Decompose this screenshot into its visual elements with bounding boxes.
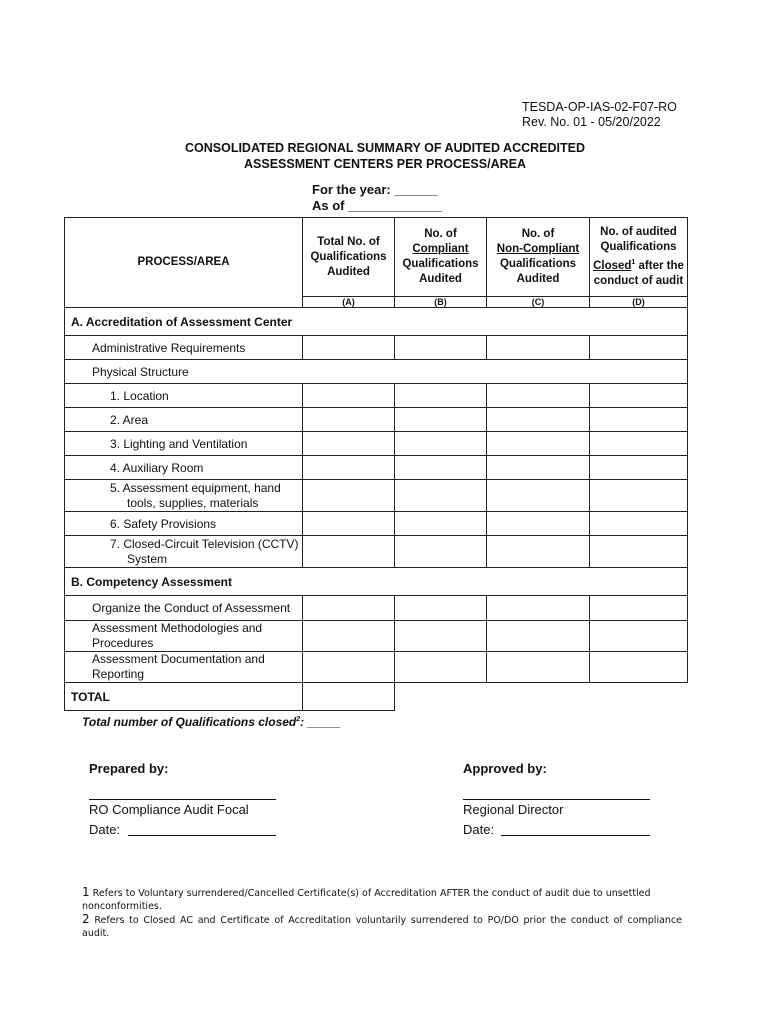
cell-c[interactable] [487,408,590,432]
cell-b[interactable] [395,336,487,360]
total-closed-line [82,715,341,729]
empty-cell [487,683,590,711]
letter-d: (D) [590,297,688,308]
header-col-c [487,218,590,297]
cell-d[interactable] [590,456,688,480]
section-b-title: B. Competency Assessment [65,568,688,596]
table-row [65,621,688,652]
cell-b[interactable] [395,621,487,652]
header-col-c-underlined: Non-Compliant [496,243,580,255]
cell-a[interactable] [303,336,395,360]
table-row [65,480,688,512]
cell-b[interactable] [395,652,487,683]
cell-b[interactable] [395,384,487,408]
row-label-auxiliary: 4. Auxiliary Room [65,456,303,480]
cell-d[interactable] [590,336,688,360]
letter-c: (C) [487,297,590,308]
cell-c[interactable] [487,336,590,360]
total-row [65,683,688,711]
footnote-1-number: 1 [82,885,90,899]
cell-d[interactable] [590,432,688,456]
header-row [65,218,688,297]
cell-c[interactable] [487,432,590,456]
cell-c[interactable] [487,456,590,480]
cell-c[interactable] [487,512,590,536]
footnote-ref-1: 1 [631,259,636,267]
header-process-area: PROCESS/AREA [65,218,303,308]
cell-c[interactable] [487,384,590,408]
cell-b[interactable] [395,480,487,512]
row-label-safety: 6. Safety Provisions [65,512,303,536]
summary-table [64,217,688,711]
total-closed-label: Total number of Qualifications closed [82,715,297,729]
letter-b: (B) [395,297,487,308]
approved-by-label: Approved by: [463,761,547,776]
header-col-d-pre: No. of audited Qualifications [600,226,677,254]
table-row [65,384,688,408]
row-label-location: 1. Location [65,384,303,408]
cell-d[interactable] [590,480,688,512]
cell-a[interactable] [303,384,395,408]
header-col-a-text: Total No. of Qualifications Audited [310,235,387,278]
table-row [65,408,688,432]
table-row [65,536,688,568]
footnote-2-text: Refers to Closed AC and Certificate of Accreditation voluntarily surrendered to PO/DO prior the conduct of compliance audit. [82,915,682,939]
cell-b[interactable] [395,596,487,621]
footnote-ref-2: 2 [296,716,301,723]
footnote-2-number: 2 [82,912,90,926]
header-col-b-post: Qualifications Audited [402,258,479,285]
cell-a[interactable] [303,480,395,512]
cell-a[interactable] [303,536,395,568]
approved-signature-line[interactable] [463,799,650,800]
revision-number: Rev. No. 01 - 05/20/2022 [522,115,661,129]
header-col-b-pre: No. of [424,228,457,240]
header-col-c-pre: No. of [521,228,555,240]
title-line-2: ASSESSMENT CENTERS PER PROCESS/AREA [244,157,526,171]
cell-c[interactable] [487,621,590,652]
cell-b[interactable] [395,536,487,568]
row-label-documentation: Assessment Documentation and Reporting [65,652,303,683]
cell-a[interactable] [303,432,395,456]
prepared-signature-line[interactable] [89,799,276,800]
prepared-date-label: Date: [89,822,121,837]
row-label-organize: Organize the Conduct of Assessment [65,596,303,621]
cell-a[interactable] [303,408,395,432]
cell-d[interactable] [590,384,688,408]
cell-b[interactable] [395,432,487,456]
row-label-cctv: 7. Closed-Circuit Television (CCTV) System [65,536,303,568]
cell-d[interactable] [590,512,688,536]
footnote-1-text: Refers to Voluntary surrendered/Cancelled Certificate(s) of Accreditation AFTER the conduct of audit due to unsettled nonconformities. [82,888,651,912]
row-label-methodologies: Assessment Methodologies and Procedures [65,621,303,652]
cell-a[interactable] [303,596,395,621]
reporting-period [312,182,442,214]
cell-a[interactable] [303,652,395,683]
prepared-date-field[interactable] [128,835,276,836]
as-of: As of _____________ [312,198,443,213]
for-the-year: For the year: ______ [312,182,438,197]
row-label-equipment: 5. Assessment equipment, hand tools, supplies, materials [65,480,303,512]
letter-a: (A) [303,297,395,308]
cell-c[interactable] [487,536,590,568]
header-col-b-underlined: Compliant [412,243,469,255]
approved-role: Regional Director [463,802,564,817]
approved-date-field[interactable] [501,835,650,836]
row-label-physical-structure: Physical Structure [65,360,688,384]
total-label: TOTAL [65,683,303,711]
prepared-by-label: Prepared by: [89,761,169,776]
form-code: TESDA-OP-IAS-02-F07-RO [522,100,677,114]
header-col-b [395,218,487,297]
cell-d[interactable] [590,652,688,683]
total-closed-blank: : _____ [300,715,341,729]
row-label-admin: Administrative Requirements [65,336,303,360]
cell-c[interactable] [487,480,590,512]
footnote-2 [82,913,682,940]
empty-cell [395,683,487,711]
cell-b[interactable] [395,456,487,480]
cell-c[interactable] [487,596,590,621]
document-title [0,140,770,172]
cell-a[interactable] [303,512,395,536]
cell-c[interactable] [487,652,590,683]
cell-d[interactable] [590,596,688,621]
table-row [65,456,688,480]
prepared-role: RO Compliance Audit Focal [89,802,249,817]
footnotes [82,886,682,940]
cell-d[interactable] [590,408,688,432]
cell-b[interactable] [395,408,487,432]
row-label-area: 2. Area [65,408,303,432]
approved-date-label: Date: [463,822,495,837]
table-row [65,596,688,621]
table-row [65,652,688,683]
section-a-row [65,308,688,336]
table-row [65,512,688,536]
header-col-d-post: after the conduct of audit [593,259,684,287]
footnote-1 [82,886,682,913]
cell-d[interactable] [590,621,688,652]
row-label-lighting: 3. Lighting and Ventilation [65,432,303,456]
table-row [65,336,688,360]
cell-d[interactable] [590,536,688,568]
title-line-1: CONSOLIDATED REGIONAL SUMMARY OF AUDITED ACCREDITED [184,141,585,155]
cell-b[interactable] [395,512,487,536]
header-col-d-underlined: Closed [593,259,632,272]
cell-a[interactable] [303,456,395,480]
header-col-d [590,218,688,297]
form-code-block [522,100,677,130]
section-a-title: A. Accreditation of Assessment Center [65,308,688,336]
table-row [65,360,688,384]
table-row [65,432,688,456]
header-col-a [303,218,395,297]
header-col-c-post: Qualifications Audited [499,258,577,285]
empty-cell [590,683,688,711]
section-b-row [65,568,688,596]
total-cell-a[interactable] [303,683,395,711]
cell-a[interactable] [303,621,395,652]
